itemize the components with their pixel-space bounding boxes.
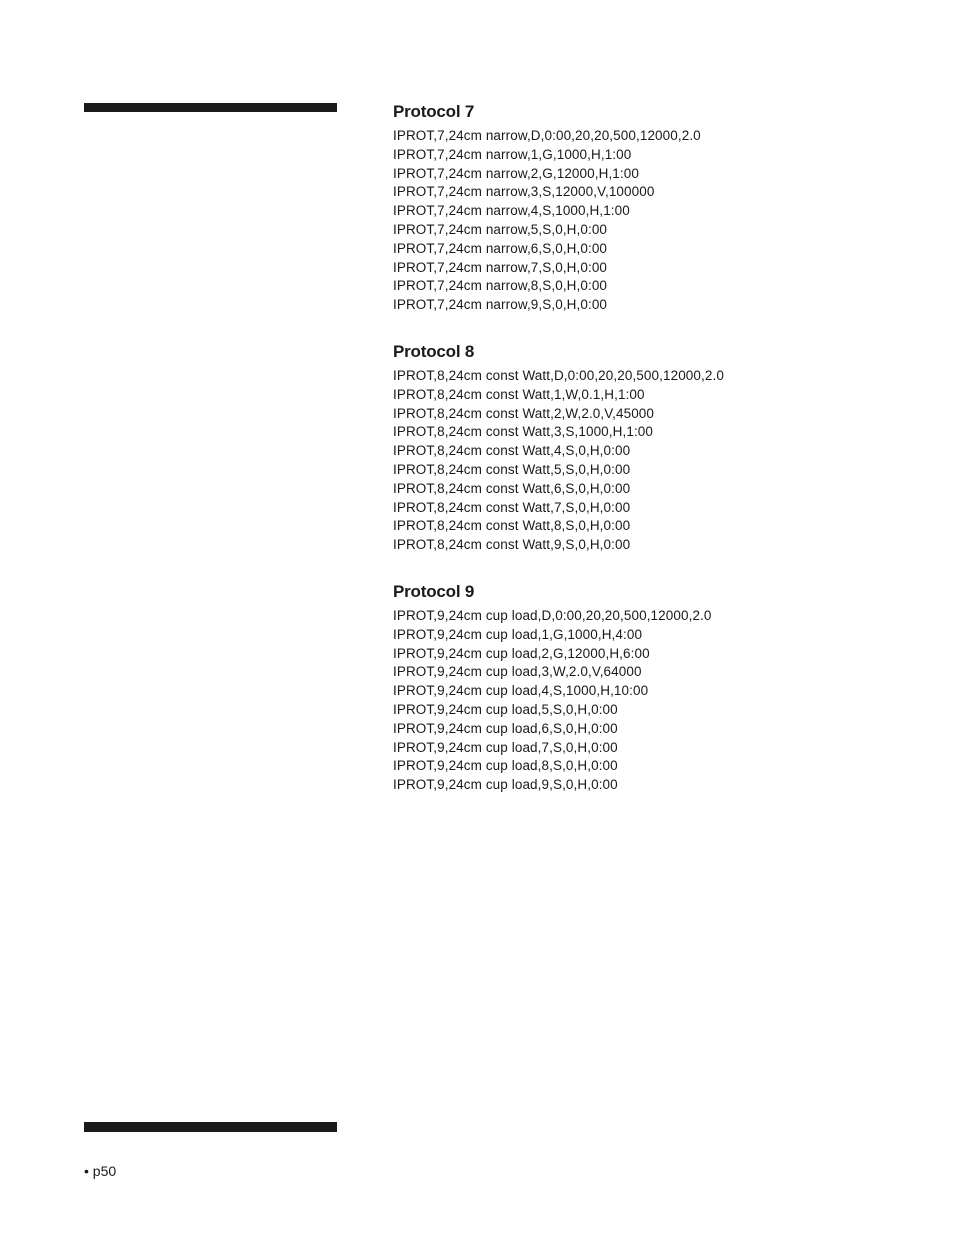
command-list	[393, 367, 933, 555]
protocol-section	[393, 580, 933, 795]
command-line: IPROT,9,24cm cup load,4,S,1000,H,10:00	[393, 683, 649, 699]
bottom-divider-bar	[84, 1122, 337, 1132]
command-line: IPROT,9,24cm cup load,5,S,0,H,0:00	[393, 701, 618, 717]
command-line: IPROT,8,24cm const Watt,4,S,0,H,0:00	[393, 443, 631, 459]
command-line: IPROT,7,24cm narrow,3,S,12000,V,100000	[393, 184, 655, 200]
command-line: IPROT,7,24cm narrow,4,S,1000,H,1:00	[393, 203, 630, 219]
section-title: Protocol 9	[393, 581, 475, 601]
command-line: IPROT,8,24cm const Watt,3,S,1000,H,1:00	[393, 424, 654, 440]
command-line: IPROT,8,24cm const Watt,2,W,2.0,V,45000	[393, 405, 655, 421]
command-line: IPROT,9,24cm cup load,3,W,2.0,V,64000	[393, 664, 642, 680]
protocol-listing	[393, 100, 933, 820]
command-line: IPROT,8,24cm const Watt,D,0:00,20,20,500,12000,2.0	[393, 367, 724, 383]
command-line: IPROT,9,24cm cup load,8,S,0,H,0:00	[393, 758, 618, 774]
command-list	[393, 607, 933, 795]
command-line: IPROT,9,24cm cup load,1,G,1000,H,4:00	[393, 626, 643, 642]
command-line: IPROT,8,24cm const Watt,5,S,0,H,0:00	[393, 461, 631, 477]
command-line: IPROT,9,24cm cup load,2,G,12000,H,6:00	[393, 645, 650, 661]
command-line: IPROT,7,24cm narrow,6,S,0,H,0:00	[393, 240, 608, 256]
section-title: Protocol 7	[393, 102, 475, 121]
section-title: Protocol 8	[393, 341, 475, 361]
command-line: IPROT,9,24cm cup load,D,0:00,20,20,500,12000,2.0	[393, 607, 712, 623]
command-line: IPROT,7,24cm narrow,D,0:00,20,20,500,12000,2.0	[393, 128, 701, 143]
command-line: IPROT,8,24cm const Watt,8,S,0,H,0:00	[393, 518, 631, 534]
command-line: IPROT,9,24cm cup load,6,S,0,H,0:00	[393, 720, 618, 736]
command-line: IPROT,7,24cm narrow,8,S,0,H,0:00	[393, 278, 608, 294]
command-line: IPROT,7,24cm narrow,9,S,0,H,0:00	[393, 297, 608, 313]
protocol-section	[393, 340, 933, 555]
command-line: IPROT,7,24cm narrow,7,S,0,H,0:00	[393, 259, 608, 275]
command-list	[393, 127, 933, 315]
command-line: IPROT,7,24cm narrow,1,G,1000,H,1:00	[393, 146, 632, 162]
command-line: IPROT,7,24cm narrow,5,S,0,H,0:00	[393, 221, 608, 237]
command-line: IPROT,9,24cm cup load,9,S,0,H,0:00	[393, 777, 618, 793]
command-line: IPROT,8,24cm const Watt,6,S,0,H,0:00	[393, 480, 631, 496]
command-line: IPROT,8,24cm const Watt,7,S,0,H,0:00	[393, 499, 631, 515]
page-number: • p50	[84, 1163, 117, 1179]
command-line: IPROT,8,24cm const Watt,9,S,0,H,0:00	[393, 537, 631, 553]
command-line: IPROT,8,24cm const Watt,1,W,0.1,H,1:00	[393, 386, 645, 402]
command-line: IPROT,9,24cm cup load,7,S,0,H,0:00	[393, 739, 618, 755]
command-line: IPROT,7,24cm narrow,2,G,12000,H,1:00	[393, 165, 639, 181]
top-divider-bar	[84, 103, 337, 112]
protocol-section	[393, 100, 933, 315]
